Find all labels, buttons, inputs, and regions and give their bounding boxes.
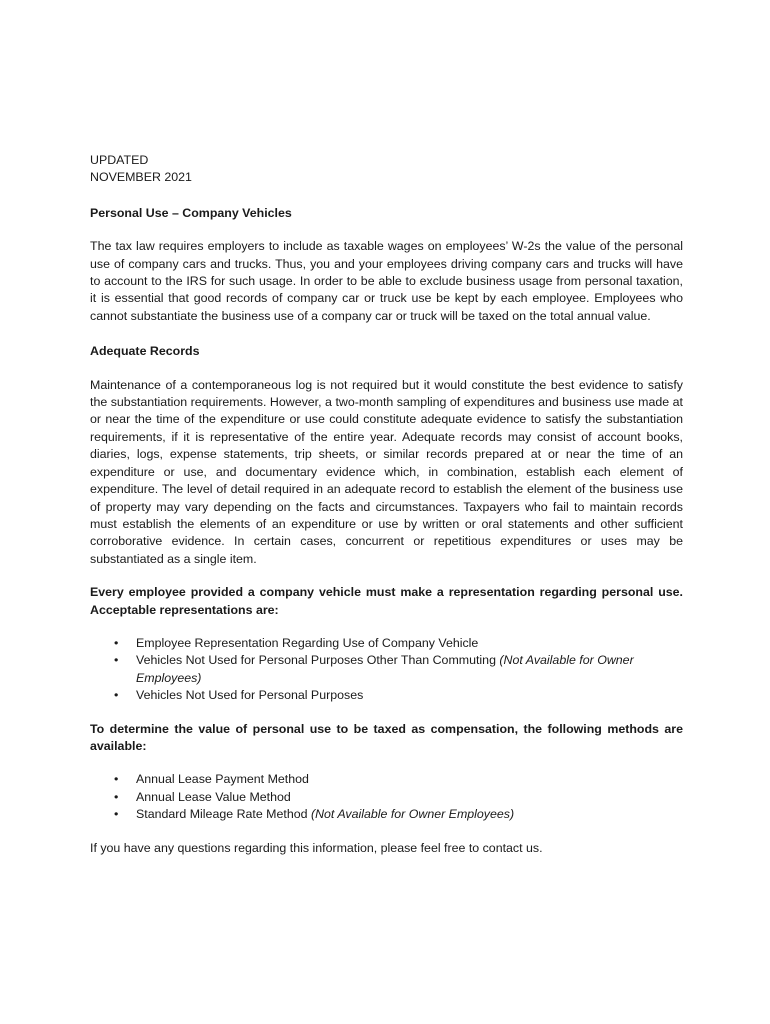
list-item-text: Vehicles Not Used for Personal Purposes Other Than Commuting (136, 653, 500, 668)
bullet-icon: • (114, 772, 119, 787)
section-title-personal-use: Personal Use – Company Vehicles (90, 205, 292, 220)
list-item-note: (Not Available for Owner Employees) (310, 807, 515, 822)
closing-text: If you have any questions regarding this information, please feel free to contact us. (90, 840, 543, 855)
section-body-personal-use: The tax law requires employers to include as taxable wages on employees’ W-2s the value of the personal use of company cars and trucks. Thus, you and your employees driving company cars and trucks will have to account to the IRS for such usage. In order to be able to exclude business usage from personal taxation, it is essential that good records of company car or truck use be kept by each employee. Employees who cannot substantiate the business use of a company car or truck will be taxed on the total annual value. (90, 239, 683, 323)
bullet-icon: • (114, 635, 119, 650)
list-item-text: Employee Representation Regarding Use of Company Vehicle (136, 635, 479, 650)
list-item (90, 806, 683, 823)
methods-list (90, 771, 683, 823)
bullet-icon: • (114, 688, 119, 703)
bullet-icon: • (114, 653, 119, 668)
representations-intro: Every employee provided a company vehicle must make a representation regarding personal use. Acceptable representations are: (90, 585, 683, 617)
list-item (90, 771, 683, 788)
updated-label: UPDATED (90, 153, 149, 167)
representations-list (90, 635, 683, 705)
list-item (90, 652, 683, 687)
list-item-text: Annual Lease Payment Method (136, 772, 309, 787)
list-item (90, 789, 683, 806)
bullet-icon: • (114, 807, 119, 822)
list-item-text: Vehicles Not Used for Personal Purposes (136, 688, 364, 703)
list-item-text: Standard Mileage Rate Method (136, 807, 311, 822)
document-page (90, 152, 683, 857)
methods-intro: To determine the value of personal use to be taxed as compensation, the following methods are available: (90, 721, 683, 753)
list-item (90, 687, 683, 704)
updated-date: NOVEMBER 2021 (90, 170, 192, 185)
bullet-icon: • (114, 789, 119, 804)
section-body-adequate-records: Maintenance of a contemporaneous log is not required but it would constitute the best evidence to satisfy the substantiation requirements. However, a two-month sampling of expenditures and business use made at or near the time of the expenditure or use could constitute adequate evidence to satisfy the substantiation requirements, if it is representative of the entire year. Adequate records may consist of account books, diaries, logs, expense statements, trip sheets, or similar records prepared at or near the time of an expenditure or use, and documentary evidence which, in combination, establish each element of expenditure. The level of detail required in an adequate record to establish the element of the business use of property may vary depending on the facts and circumstances. Taxpayers who fail to maintain records must establish the elements of an expenditure or use by written or oral statements and other sufficient corroborative evidence. In certain cases, concurrent or repetitious expenditures or uses may be substantiated as a single item. (90, 377, 683, 566)
list-item-note: (Not Available for Owner Employees) (136, 653, 634, 685)
section-title-adequate-records: Adequate Records (90, 344, 200, 359)
list-item (90, 635, 683, 652)
list-item-text: Annual Lease Value Method (136, 789, 291, 804)
